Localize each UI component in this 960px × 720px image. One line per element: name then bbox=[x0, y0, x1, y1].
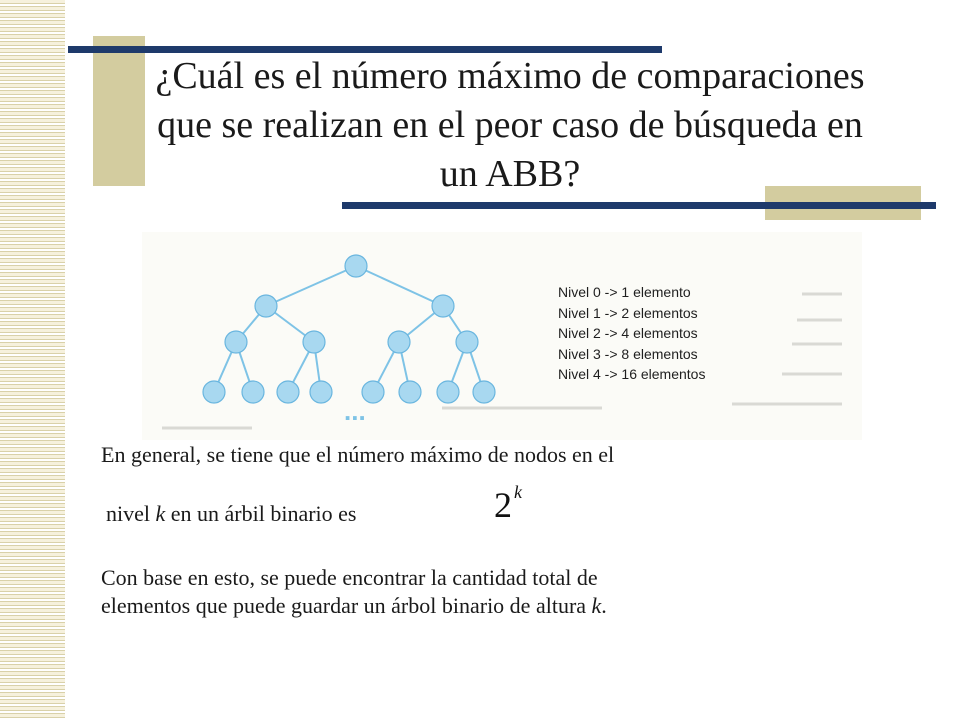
tree-node bbox=[203, 381, 225, 403]
tree-node bbox=[399, 381, 421, 403]
tree-node bbox=[255, 295, 277, 317]
tree-node bbox=[432, 295, 454, 317]
paragraph-conclusion-period: . bbox=[601, 593, 607, 618]
title-rule-bottom bbox=[342, 202, 936, 209]
paragraph-conclusion-line2-text: elementos que puede guardar un árbol binario de altura bbox=[101, 593, 592, 618]
level-count-item: Nivel 3 -> 8 elementos bbox=[558, 345, 698, 362]
tree-node bbox=[473, 381, 495, 403]
tree-node bbox=[277, 381, 299, 403]
tree-node-root bbox=[345, 255, 367, 277]
formula-two-to-k bbox=[494, 484, 522, 526]
binary-tree-figure bbox=[142, 232, 862, 440]
paragraph-conclusion bbox=[101, 564, 861, 620]
level-count-item: Nivel 4 -> 16 elementos bbox=[558, 366, 706, 382]
variable-k: k bbox=[591, 593, 602, 618]
tree-node bbox=[225, 331, 247, 353]
formula-exponent: k bbox=[514, 482, 522, 502]
slide-title: ¿Cuál es el número máximo de comparaciones que se realizan en el peor caso de búsqueda en un ABB? bbox=[155, 55, 865, 195]
tree-node bbox=[242, 381, 264, 403]
level-counts-list bbox=[558, 282, 758, 385]
paragraph-conclusion-line2 bbox=[101, 592, 861, 620]
paragraph-level bbox=[106, 500, 357, 528]
level-count-item: Nivel 2 -> 4 elementos bbox=[558, 325, 698, 341]
tree-node bbox=[437, 381, 459, 403]
tree-node bbox=[388, 331, 410, 353]
tree-node bbox=[310, 381, 332, 403]
tree-edges bbox=[214, 266, 484, 392]
tree-node bbox=[456, 331, 478, 353]
tree-ellipsis: ... bbox=[344, 396, 366, 426]
tree-node bbox=[303, 331, 325, 353]
level-count-item: Nivel 0 -> 1 elemento bbox=[558, 284, 691, 300]
level-count-item: Nivel 1 -> 2 elementos bbox=[558, 304, 698, 321]
paragraph-level-suffix: en un árbil binario es bbox=[165, 501, 357, 526]
formula-base: 2 bbox=[494, 485, 512, 525]
paragraph-general: En general, se tiene que el número máximo de nodos en el bbox=[101, 442, 615, 467]
paragraph-level-prefix: nivel bbox=[106, 501, 156, 526]
paragraph-conclusion-line1: Con base en esto, se puede encontrar la cantidad total de bbox=[101, 565, 598, 590]
title-accent-block-left bbox=[93, 36, 145, 186]
decorative-stripe-band bbox=[0, 0, 68, 720]
variable-k: k bbox=[155, 501, 166, 526]
